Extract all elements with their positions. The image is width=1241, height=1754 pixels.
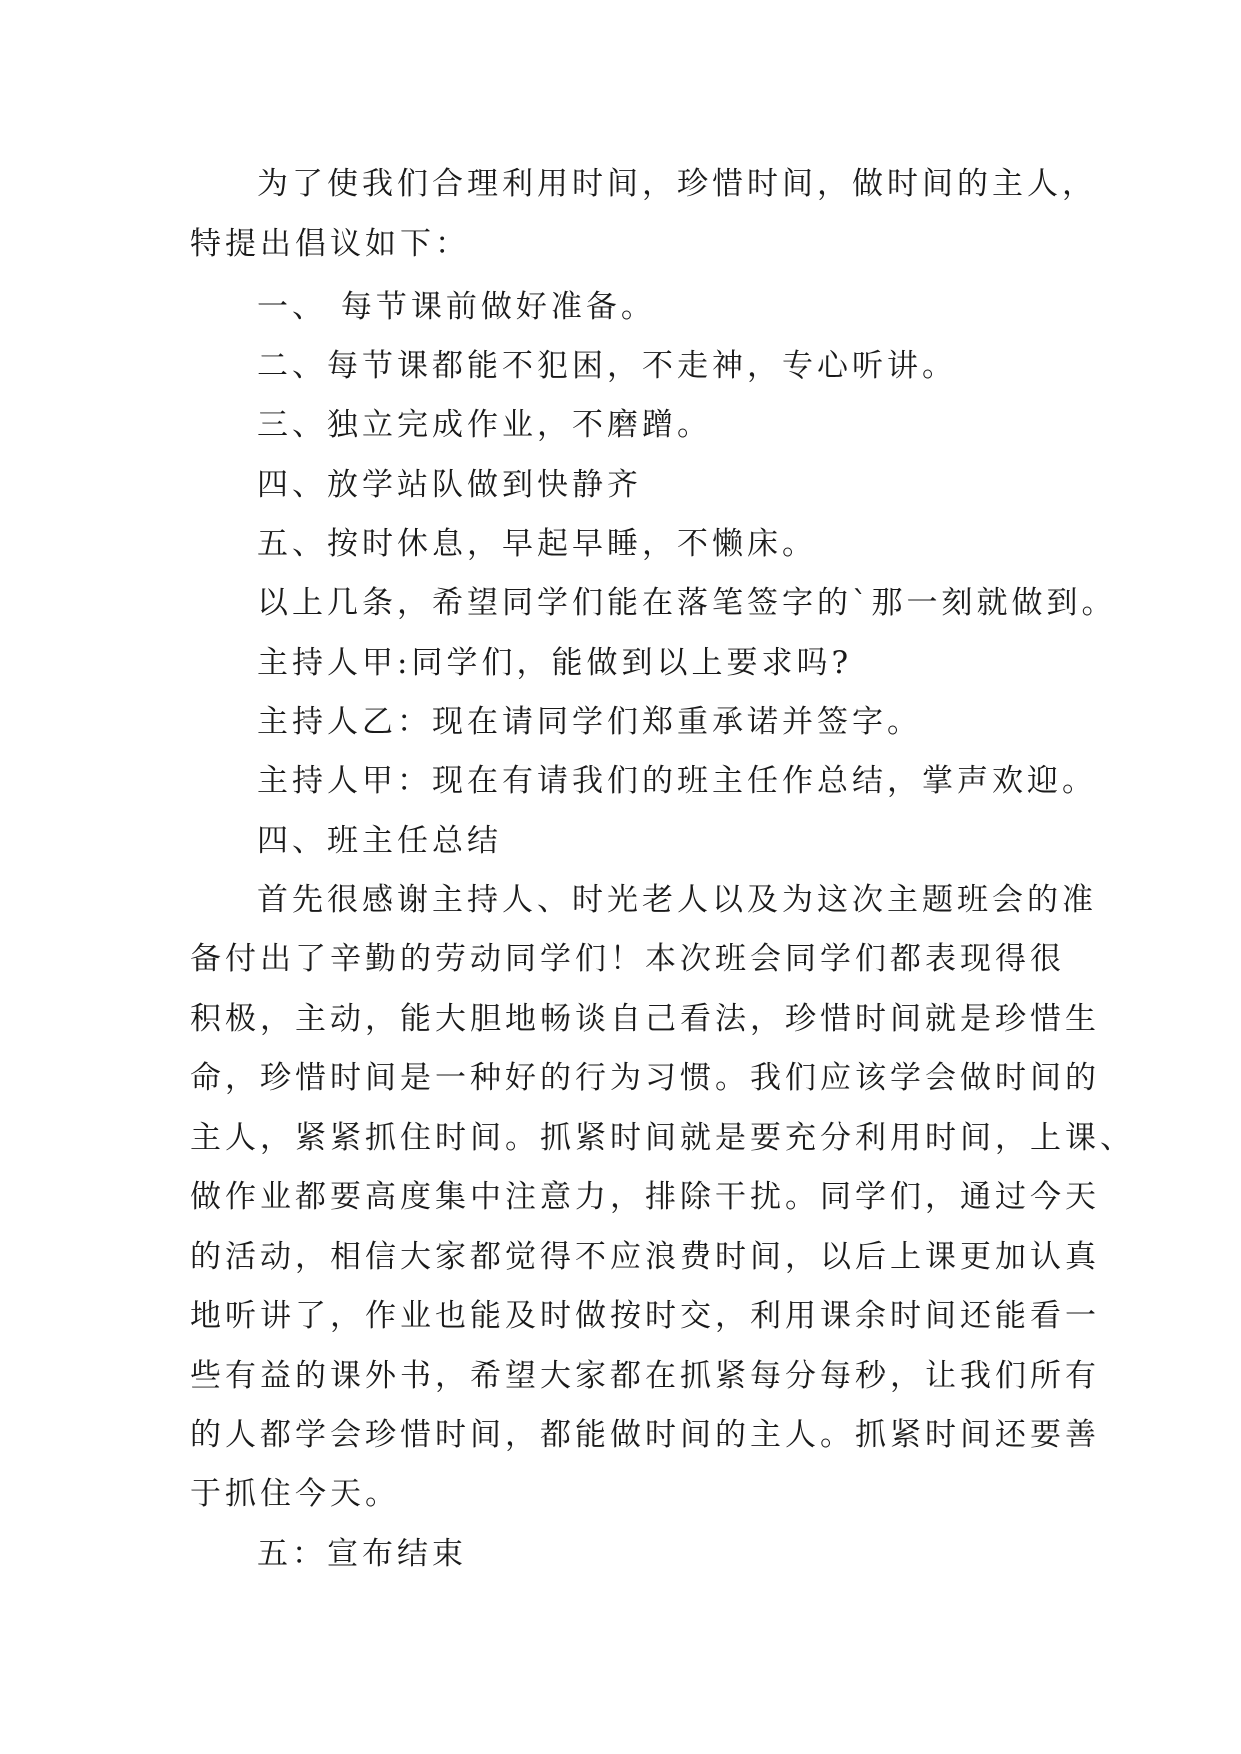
summary-line: 积极，主动，能大胆地畅谈自己看法，珍惜时间就是珍惜生	[190, 1001, 1100, 1037]
section-heading: 五：宣布结束	[257, 1536, 467, 1572]
summary-line: 命，珍惜时间是一种好的行为习惯。我们应该学会做时间的	[190, 1060, 1100, 1096]
summary-line: 首先很感谢主持人、时光老人以及为这次主题班会的准	[257, 882, 1097, 918]
proposal-item: 二、每节课都能不犯困，不走神，专心听讲。	[257, 348, 957, 384]
summary-line: 的活动，相信大家都觉得不应浪费时间，以后上课更加认真	[190, 1239, 1100, 1275]
intro-line-1: 为了使我们合理利用时间，珍惜时间，做时间的主人，	[257, 166, 1097, 202]
intro-line-2: 特提出倡议如下：	[190, 226, 470, 262]
section-heading: 四、班主任总结	[257, 823, 502, 859]
dialogue-line: 主持人甲：现在有请我们的班主任作总结，掌声欢迎。	[257, 763, 1097, 799]
summary-line: 地听讲了，作业也能及时做按时交，利用课余时间还能看一	[190, 1298, 1100, 1334]
summary-line: 于抓住今天。	[190, 1476, 400, 1512]
dialogue-line: 主持人乙：现在请同学们郑重承诺并签字。	[257, 704, 922, 740]
summary-line: 备付出了辛勤的劳动同学们！本次班会同学们都表现得很	[190, 941, 1065, 977]
summary-line: 主人，紧紧抓住时间。抓紧时间就是要充分利用时间，上课、	[190, 1120, 1135, 1156]
proposal-item: 三、独立完成作业，不磨蹭。	[257, 407, 712, 443]
proposal-item: 一、 每节课前做好准备。	[257, 289, 656, 325]
summary-line: 些有益的课外书，希望大家都在抓紧每分每秒，让我们所有	[190, 1358, 1100, 1394]
closing-remark: 以上几条，希望同学们能在落笔签字的`那一刻就做到。	[257, 585, 1117, 621]
proposal-item: 四、放学站队做到快静齐	[257, 467, 642, 503]
summary-line: 的人都学会珍惜时间，都能做时间的主人。抓紧时间还要善	[190, 1417, 1100, 1453]
summary-line: 做作业都要高度集中注意力，排除干扰。同学们，通过今天	[190, 1179, 1100, 1215]
proposal-item: 五、按时休息，早起早睡，不懒床。	[257, 526, 817, 562]
dialogue-line: 主持人甲:同学们，能做到以上要求吗?	[257, 645, 853, 681]
